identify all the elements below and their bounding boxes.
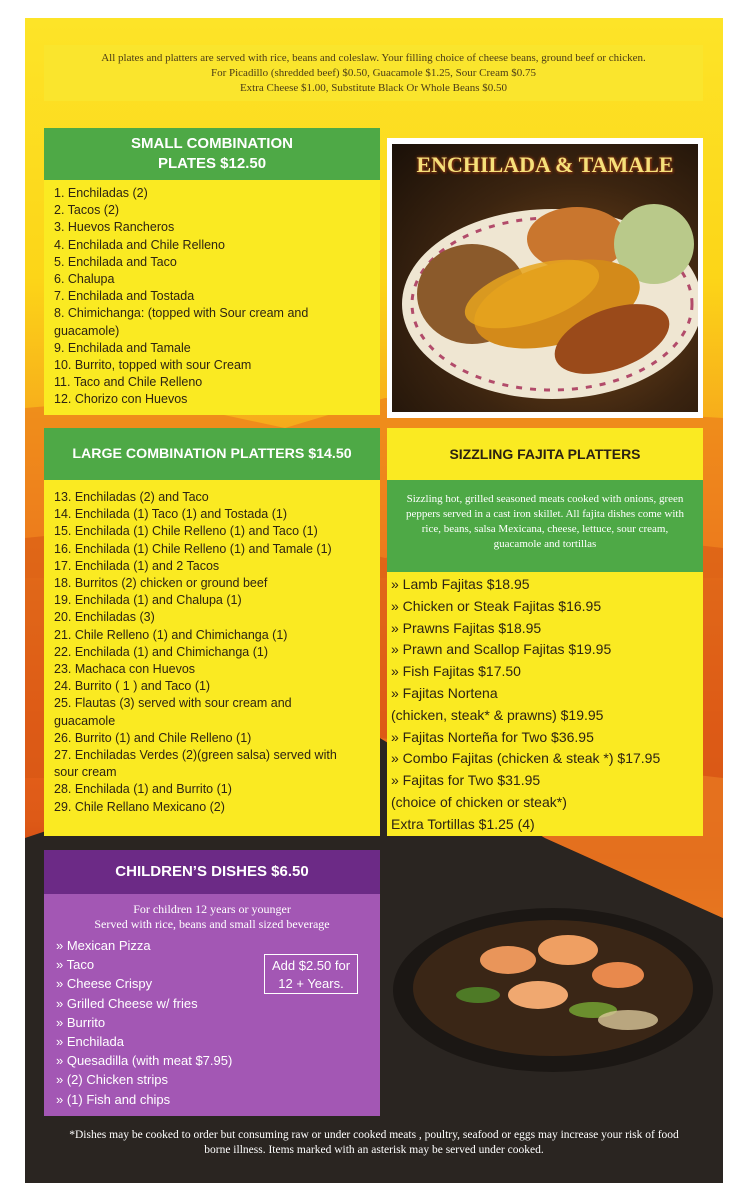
raw-food-advisory bbox=[30, 1128, 718, 1158]
small-combo-item: 2. Tacos (2) bbox=[54, 203, 120, 218]
plates-info-line-3: Extra Cheese $1.00, Substitute Black Or Whole Beans $0.50 bbox=[239, 82, 508, 94]
childrens-item: » Quesadilla (with meat $7.95) bbox=[56, 1053, 233, 1069]
fajita-list bbox=[387, 572, 703, 836]
fajita-item: » Fajitas Norteña for Two $36.95 bbox=[391, 728, 594, 745]
enchilada-plate-illustration bbox=[392, 144, 698, 412]
small-combo-item: 9. Enchilada and Tamale bbox=[54, 340, 191, 355]
enchilada-photo-image bbox=[392, 144, 698, 412]
fajita-item: » Chicken or Steak Fajitas $16.95 bbox=[391, 597, 602, 614]
large-combo-item: 19. Enchilada (1) and Chalupa (1) bbox=[54, 593, 242, 608]
large-combo-item: 18. Burritos (2) chicken or ground beef bbox=[54, 576, 268, 591]
shrimp-shape-4 bbox=[508, 981, 568, 1009]
add-age-note-line-2: 12 + Years. bbox=[278, 976, 344, 991]
large-combo-item: 17. Enchilada (1) and 2 Tacos bbox=[54, 558, 220, 573]
large-combination-panel bbox=[44, 428, 380, 836]
small-combo-item: 12. Chorizo con Huevos bbox=[54, 392, 188, 407]
pepper-shape-1 bbox=[456, 987, 500, 1003]
small-combo-item: 1. Enchiladas (2) bbox=[54, 186, 148, 200]
small-combo-item: 8. Chimichanga: (topped with Sour cream and bbox=[54, 306, 309, 321]
childrens-dishes-header: CHILDREN’S DISHES $6.50 bbox=[44, 850, 380, 894]
large-combo-item: 21. Chile Relleno (1) and Chimichanga (1) bbox=[54, 627, 288, 642]
large-combo-item: 26. Burrito (1) and Chile Relleno (1) bbox=[54, 730, 252, 745]
large-combo-item: 24. Burrito ( 1 ) and Taco (1) bbox=[54, 679, 211, 694]
enchilada-photo-caption: ENCHILADA & TAMALE bbox=[416, 152, 674, 177]
childrens-intro-line-2: Served with rice, beans and small sized beverage bbox=[94, 917, 330, 931]
fajita-item: » Prawns Fajitas $18.95 bbox=[391, 619, 542, 636]
shrimp-shape-2 bbox=[538, 935, 598, 965]
fajita-item: Extra Tortillas $1.25 (4) bbox=[391, 815, 535, 832]
childrens-item: » Cheese Crispy bbox=[56, 976, 153, 992]
fajita-item: » Prawn and Scallop Fajitas $19.95 bbox=[391, 641, 612, 658]
small-combination-title-2: PLATES $12.50 bbox=[157, 155, 267, 172]
childrens-item: » Grilled Cheese w/ fries bbox=[56, 995, 198, 1011]
add-age-note-line-1: Add $2.50 for bbox=[271, 958, 351, 973]
fajita-item: » Fish Fajitas $17.50 bbox=[391, 663, 521, 680]
large-combo-item: 15. Enchilada (1) Chile Relleno (1) and Taco (1) bbox=[54, 524, 318, 539]
small-combo-item: 10. Burrito, topped with sour Cream bbox=[54, 358, 252, 373]
large-combo-item: 14. Enchilada (1) Taco (1) and Tostada (1) bbox=[54, 507, 288, 522]
sizzling-fajita-photo bbox=[388, 880, 718, 1080]
fajita-platters-title: SIZZLING FAJITA PLATTERS bbox=[449, 446, 641, 462]
plates-info-line-2: For Picadillo (shredded beef) $0.50, Guacamole $1.25, Sour Cream $0.75 bbox=[210, 67, 537, 79]
large-combination-list bbox=[44, 480, 380, 816]
fajita-item: (chicken, steak* & prawns) $19.95 bbox=[391, 706, 604, 723]
plates-info-line-1: All plates and platters are served with rice, beans and coleslaw. Your filling choice of cheese beans, ground beef or chicken. bbox=[101, 52, 646, 64]
small-combination-title-1: SMALL COMBINATION bbox=[131, 135, 293, 152]
large-combo-item: guacamole bbox=[54, 713, 116, 728]
childrens-intro-line-1: For children 12 years or younger bbox=[133, 902, 291, 916]
fajita-platters-panel bbox=[387, 428, 703, 836]
large-combo-item: 22. Enchilada (1) and Chimichanga (1) bbox=[54, 644, 269, 659]
childrens-item: » (2) Chicken strips bbox=[56, 1072, 168, 1088]
advisory-line-1: *Dishes may be cooked to order but consuming raw or under cooked meats , poultry, seafood or eggs may increase your risk of food bbox=[69, 1129, 679, 1141]
small-combo-item: 11. Taco and Chile Relleno bbox=[54, 375, 203, 390]
small-combination-panel bbox=[44, 128, 380, 415]
add-age-note bbox=[264, 954, 358, 994]
fajita-item: » Fajitas Nortena bbox=[391, 684, 498, 701]
childrens-intro bbox=[44, 894, 380, 932]
childrens-item: » Burrito bbox=[56, 1014, 106, 1030]
enchilada-tamale-photo bbox=[387, 138, 703, 418]
advisory-line-2: borne illness. Items marked with an asterisk may be served under cooked. bbox=[204, 1144, 544, 1156]
small-combo-item: 4. Enchilada and Chile Relleno bbox=[54, 237, 225, 252]
small-combo-item: 5. Enchilada and Taco bbox=[54, 254, 177, 269]
small-combo-item: guacamole) bbox=[54, 323, 120, 338]
large-combination-header: LARGE COMBINATION PLATTERS $14.50 bbox=[44, 428, 380, 480]
large-combo-item: sour cream bbox=[54, 765, 117, 780]
fajita-item: (choice of chicken or steak*) bbox=[391, 793, 567, 810]
large-combo-item: 16. Enchilada (1) Chile Relleno (1) and Tamale (1) bbox=[54, 541, 332, 556]
onion-shape bbox=[598, 1010, 658, 1030]
small-combo-item: 7. Enchilada and Tostada bbox=[54, 289, 195, 304]
childrens-dishes-panel bbox=[44, 894, 380, 1116]
fajita-item: » Fajitas for Two $31.95 bbox=[391, 772, 541, 789]
large-combo-item: 28. Enchilada (1) and Burrito (1) bbox=[54, 782, 232, 797]
childrens-item: » (1) Fish and chips bbox=[56, 1091, 171, 1107]
childrens-item: » Enchilada bbox=[56, 1034, 124, 1050]
large-combo-item: 13. Enchiladas (2) and Taco bbox=[54, 490, 209, 504]
large-combo-item: 29. Chile Rellano Mexicano (2) bbox=[54, 799, 225, 814]
large-combo-item: 20. Enchiladas (3) bbox=[54, 610, 155, 625]
childrens-item: » Taco bbox=[56, 957, 95, 973]
shrimp-shape-3 bbox=[592, 962, 644, 988]
shrimp-shape-1 bbox=[480, 946, 536, 974]
childrens-item: » Mexican Pizza bbox=[56, 938, 151, 953]
large-combo-item: 25. Flautas (3) served with sour cream and bbox=[54, 696, 292, 711]
fajita-item: » Lamb Fajitas $18.95 bbox=[391, 576, 530, 592]
large-combo-item: 27. Enchiladas Verdes (2)(green salsa) served with bbox=[54, 748, 337, 763]
plates-info-note bbox=[44, 45, 703, 101]
small-combination-list bbox=[44, 180, 380, 409]
large-combo-item: 23. Machaca con Huevos bbox=[54, 662, 196, 677]
fajita-description: Sizzling hot, grilled seasoned meats cooked with onions, green peppers served in a cast iron skillet. All fajita dishes come with rice, beans, salsa Mexicana, cheese, lettuce, sour cream, guacamole and tortillas bbox=[387, 480, 703, 572]
small-combination-header bbox=[44, 128, 380, 180]
small-combo-item: 3. Huevos Rancheros bbox=[54, 220, 175, 235]
fajita-item: » Combo Fajitas (chicken & steak *) $17.95 bbox=[391, 750, 661, 767]
small-combo-item: 6. Chalupa bbox=[54, 272, 115, 287]
